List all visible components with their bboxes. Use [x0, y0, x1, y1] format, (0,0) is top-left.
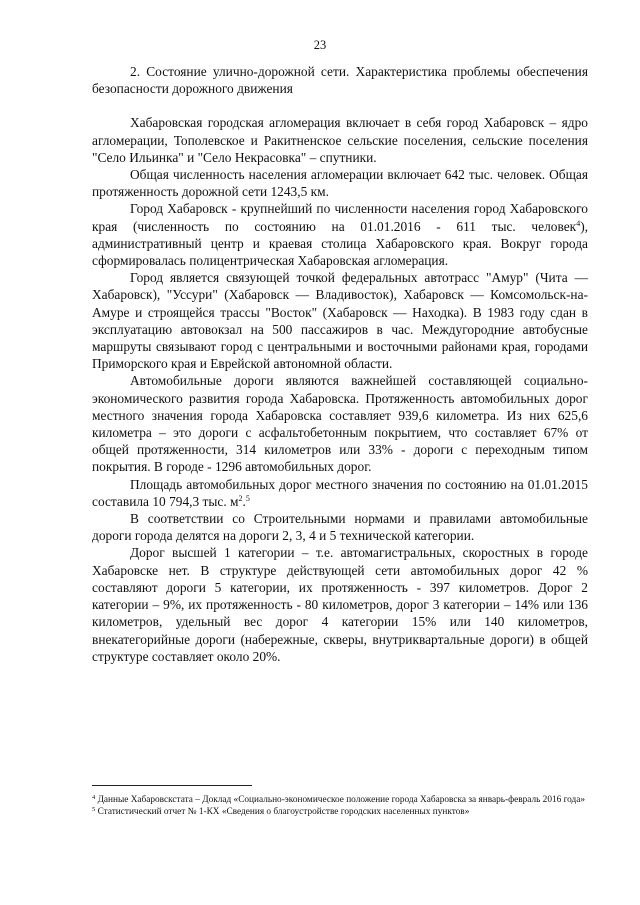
paragraph-agglomeration: Хабаровская городская агломерация включает в себя город Хабаровск – ядро агломерации, Тополевское и Ракитненское сельские поселения, сельские поселения "Село Ильинка" и "Село Некрасовка" – спутники. — [92, 115, 588, 165]
footnote-text: Статистический отчет № 1-КХ «Сведения о благоустройстве городских населенных пунктов» — [97, 807, 470, 818]
paragraph-category-structure: Дорог высшей 1 категории – т.е. автомагистральных, скоростных в городе Хабаровске нет. В структуре действующей сети автомобильных дорог 42 % составляют дороги 5 категории, их протяженность - 397 километров. Дорог 2 категории – 9%, их протяженность - 80 километров, дорог 3 категории – 14% или 136 километров, удельный вес дорог 4 категории 15% или 140 километров, внекатегорийные дороги (набережные, скверы, внутриквартальные дороги) в общей структуре составляет около 20%. — [92, 545, 588, 664]
footnote-text: Данные Хабаровскстата – Доклад «Социально-экономическое положение города Хабаровска за январь-февраль 2016 года» — [97, 795, 586, 805]
paragraph-road-categories: В соответствии со Строительными нормами и правилами автомобильные дороги города делятся на дороги 2, 3, 4 и 5 технической категории. — [92, 511, 588, 544]
paragraph-highways: Город является связующей точкой федеральных автотрасс "Амур" (Чита — Хабаровск), "Уссури" (Хабаровск — Владивосток), Хабаровск — Комсомольск-на-Амуре и строящейся трассы "Восток" (Хабаровск — Находка). В 1983 году сдан в эксплуатацию автовокзал на 500 пассажиров в час. Междугородние автобусные маршруты связывают город с центральными и восточными районами края, городами Приморского края и Еврейской автономной области. — [92, 270, 588, 372]
page-number: 23 — [313, 38, 327, 52]
footnotes — [92, 795, 592, 820]
paragraph-city-khabarovsk — [92, 200, 588, 269]
paragraph-text: Город Хабаровск - крупнейший по численности населения город Хабаровского края (численность по состоянию на 01.01.2016 - 611 тыс. человек — [92, 201, 588, 234]
footnote-5 — [92, 807, 592, 818]
paragraph-text: . — [242, 493, 246, 509]
square-superscript: 2 — [238, 493, 243, 503]
footnote-4 — [92, 795, 592, 806]
document-body — [92, 63, 588, 665]
footnote-ref-4[interactable]: 4 — [576, 218, 581, 228]
section-heading: 2. Состояние улично-дорожной сети. Характеристика проблемы обеспечения безопасности дорожного движения — [92, 64, 588, 97]
footnote-divider — [92, 785, 252, 786]
footnote-mark: 5 — [92, 806, 96, 814]
paragraph-text: Площадь автомобильных дорог местного значения по состоянию на 01.01.2015 составила 10 794,3 тыс. м — [92, 476, 588, 509]
footnote-ref-5[interactable]: 5 — [245, 493, 250, 503]
paragraph-population: Общая численность населения агломерации включает 642 тыс. человек. Общая протяженность дорожной сети 1243,5 км. — [92, 167, 588, 200]
paragraph-text: ), административный центр и краевая столица Хабаровского края. Вокруг города сформировалась полицентрическая Хабаровская агломерация. — [92, 218, 588, 269]
paragraph-roads-area — [92, 476, 588, 510]
footnote-mark: 4 — [92, 794, 96, 801]
paragraph-roads-length: Автомобильные дороги являются важнейшей составляющей социально-экономического развития города Хабаровска. Протяженность автомобильных дорог местного значения города Хабаровска составляет 939,6 километра. Из них 625,6 километра – это дороги с асфальтобетонным покрытием, что составляет 67% от общей протяженности, 314 километров или 33% - дороги с переходным типом покрытия. В городе - 1296 автомобильных дорог. — [92, 373, 588, 475]
